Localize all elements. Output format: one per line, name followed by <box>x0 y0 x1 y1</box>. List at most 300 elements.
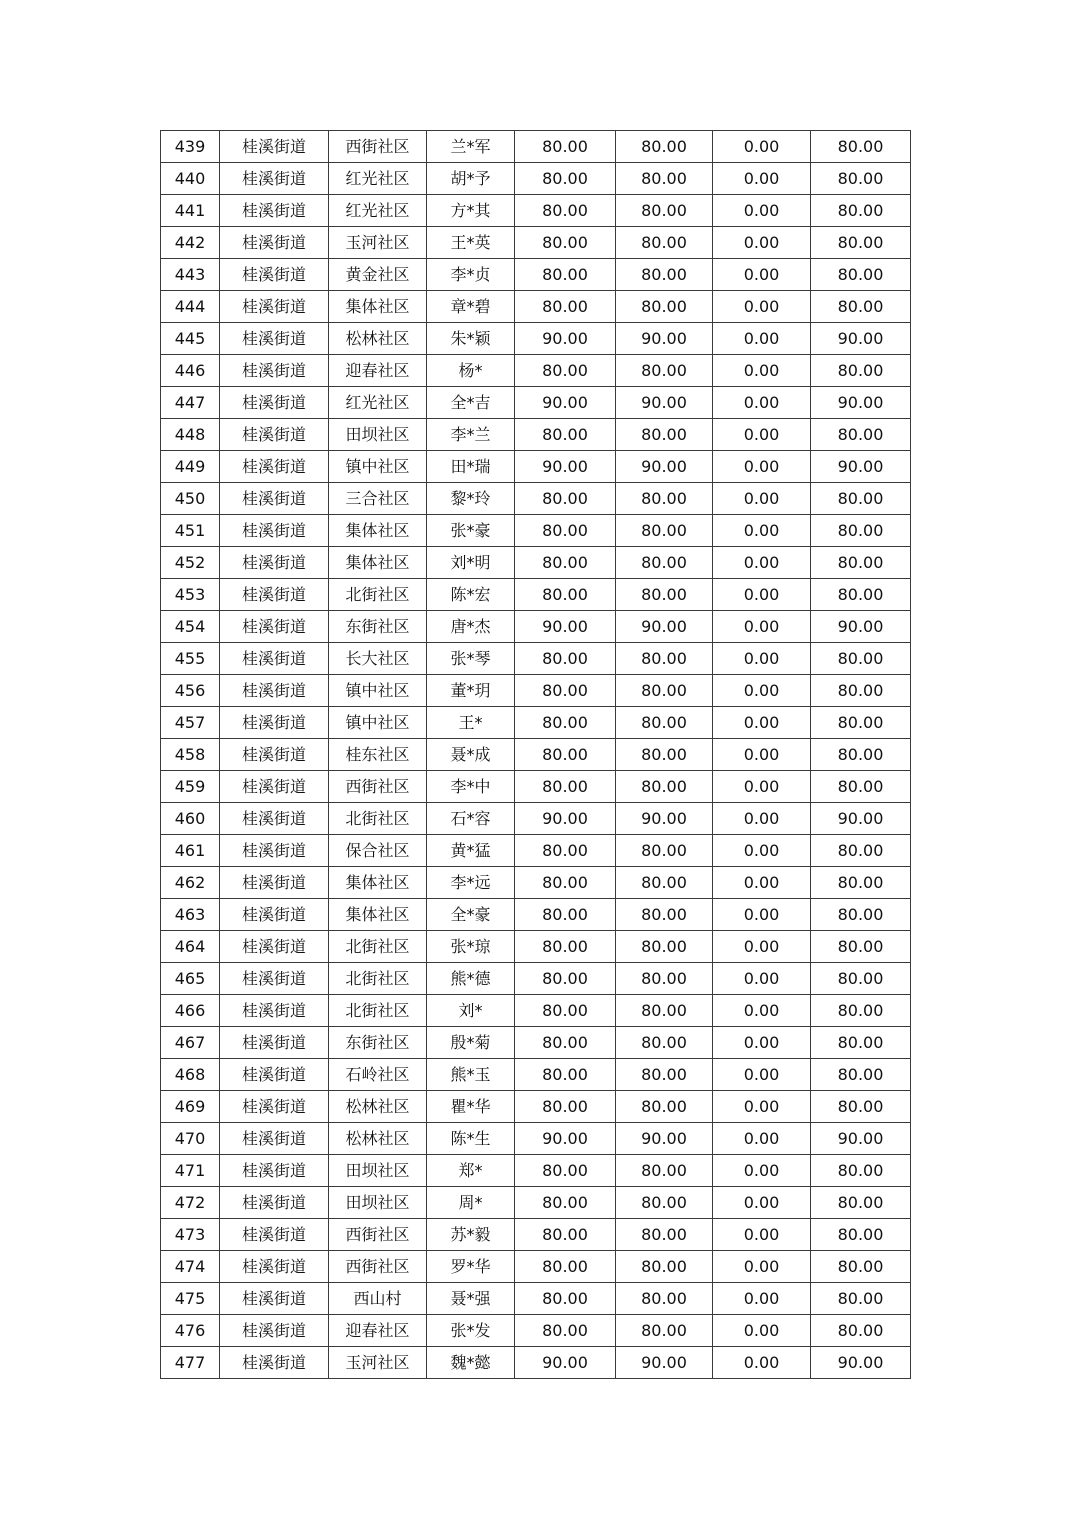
subdistrict-cell: 桂溪街道 <box>220 611 329 643</box>
subdistrict-cell: 桂溪街道 <box>220 931 329 963</box>
amount-cell: 80.00 <box>616 1059 713 1091</box>
amount-cell: 80.00 <box>515 707 616 739</box>
community-cell: 红光社区 <box>329 387 427 419</box>
amount-cell: 80.00 <box>811 227 911 259</box>
row-number-cell: 466 <box>161 995 220 1027</box>
table-body <box>161 131 911 1379</box>
subdistrict-cell: 桂溪街道 <box>220 483 329 515</box>
amount-cell: 80.00 <box>811 195 911 227</box>
amount-cell: 90.00 <box>811 1123 911 1155</box>
subdistrict-cell: 桂溪街道 <box>220 1155 329 1187</box>
amount-cell: 80.00 <box>811 131 911 163</box>
subdistrict-cell: 桂溪街道 <box>220 547 329 579</box>
name-cell: 王* <box>427 707 515 739</box>
community-cell: 松林社区 <box>329 323 427 355</box>
community-cell: 松林社区 <box>329 1123 427 1155</box>
amount-cell: 80.00 <box>811 355 911 387</box>
row-number-cell: 473 <box>161 1219 220 1251</box>
amount-cell: 80.00 <box>811 931 911 963</box>
name-cell: 瞿*华 <box>427 1091 515 1123</box>
amount-cell: 90.00 <box>616 1347 713 1379</box>
name-cell: 王*英 <box>427 227 515 259</box>
subdistrict-cell: 桂溪街道 <box>220 707 329 739</box>
row-number-cell: 459 <box>161 771 220 803</box>
amount-cell: 80.00 <box>616 867 713 899</box>
amount-cell: 90.00 <box>616 611 713 643</box>
amount-cell: 80.00 <box>515 963 616 995</box>
table-row <box>161 675 911 707</box>
amount-cell: 0.00 <box>713 131 811 163</box>
amount-cell: 90.00 <box>515 387 616 419</box>
subdistrict-cell: 桂溪街道 <box>220 963 329 995</box>
row-number-cell: 461 <box>161 835 220 867</box>
data-table <box>160 130 911 1379</box>
subdistrict-cell: 桂溪街道 <box>220 515 329 547</box>
row-number-cell: 453 <box>161 579 220 611</box>
amount-cell: 80.00 <box>616 771 713 803</box>
community-cell: 镇中社区 <box>329 675 427 707</box>
community-cell: 田坝社区 <box>329 419 427 451</box>
amount-cell: 80.00 <box>616 227 713 259</box>
community-cell: 镇中社区 <box>329 451 427 483</box>
amount-cell: 80.00 <box>811 547 911 579</box>
row-number-cell: 455 <box>161 643 220 675</box>
name-cell: 魏*懿 <box>427 1347 515 1379</box>
amount-cell: 80.00 <box>616 675 713 707</box>
community-cell: 镇中社区 <box>329 707 427 739</box>
amount-cell: 0.00 <box>713 323 811 355</box>
row-number-cell: 475 <box>161 1283 220 1315</box>
name-cell: 张*豪 <box>427 515 515 547</box>
name-cell: 董*玥 <box>427 675 515 707</box>
amount-cell: 90.00 <box>811 611 911 643</box>
community-cell: 北街社区 <box>329 995 427 1027</box>
subdistrict-cell: 桂溪街道 <box>220 355 329 387</box>
community-cell: 东街社区 <box>329 1027 427 1059</box>
amount-cell: 80.00 <box>811 771 911 803</box>
table-row <box>161 739 911 771</box>
subdistrict-cell: 桂溪街道 <box>220 227 329 259</box>
amount-cell: 0.00 <box>713 515 811 547</box>
row-number-cell: 465 <box>161 963 220 995</box>
subdistrict-cell: 桂溪街道 <box>220 291 329 323</box>
amount-cell: 0.00 <box>713 1187 811 1219</box>
amount-cell: 80.00 <box>515 1091 616 1123</box>
amount-cell: 80.00 <box>616 1219 713 1251</box>
community-cell: 北街社区 <box>329 963 427 995</box>
amount-cell: 80.00 <box>811 163 911 195</box>
amount-cell: 80.00 <box>515 419 616 451</box>
community-cell: 桂东社区 <box>329 739 427 771</box>
amount-cell: 0.00 <box>713 675 811 707</box>
amount-cell: 80.00 <box>811 1155 911 1187</box>
table-row <box>161 931 911 963</box>
subdistrict-cell: 桂溪街道 <box>220 1347 329 1379</box>
amount-cell: 80.00 <box>811 1283 911 1315</box>
amount-cell: 80.00 <box>616 419 713 451</box>
name-cell: 罗*华 <box>427 1251 515 1283</box>
subdistrict-cell: 桂溪街道 <box>220 899 329 931</box>
amount-cell: 80.00 <box>616 1251 713 1283</box>
name-cell: 胡*予 <box>427 163 515 195</box>
subdistrict-cell: 桂溪街道 <box>220 1187 329 1219</box>
amount-cell: 80.00 <box>616 1315 713 1347</box>
amount-cell: 80.00 <box>811 291 911 323</box>
table-row <box>161 803 911 835</box>
amount-cell: 90.00 <box>515 611 616 643</box>
name-cell: 陈*生 <box>427 1123 515 1155</box>
community-cell: 红光社区 <box>329 195 427 227</box>
amount-cell: 80.00 <box>811 707 911 739</box>
table-row <box>161 355 911 387</box>
amount-cell: 80.00 <box>616 1091 713 1123</box>
amount-cell: 90.00 <box>515 1123 616 1155</box>
amount-cell: 80.00 <box>515 195 616 227</box>
subdistrict-cell: 桂溪街道 <box>220 1315 329 1347</box>
amount-cell: 90.00 <box>616 803 713 835</box>
amount-cell: 80.00 <box>515 739 616 771</box>
subdistrict-cell: 桂溪街道 <box>220 259 329 291</box>
amount-cell: 90.00 <box>515 451 616 483</box>
amount-cell: 0.00 <box>713 291 811 323</box>
row-number-cell: 460 <box>161 803 220 835</box>
row-number-cell: 439 <box>161 131 220 163</box>
name-cell: 方*其 <box>427 195 515 227</box>
amount-cell: 80.00 <box>515 899 616 931</box>
amount-cell: 80.00 <box>515 771 616 803</box>
row-number-cell: 451 <box>161 515 220 547</box>
name-cell: 黎*玲 <box>427 483 515 515</box>
subdistrict-cell: 桂溪街道 <box>220 995 329 1027</box>
amount-cell: 0.00 <box>713 931 811 963</box>
amount-cell: 0.00 <box>713 547 811 579</box>
name-cell: 张*琴 <box>427 643 515 675</box>
amount-cell: 80.00 <box>616 547 713 579</box>
subdistrict-cell: 桂溪街道 <box>220 323 329 355</box>
row-number-cell: 454 <box>161 611 220 643</box>
amount-cell: 0.00 <box>713 419 811 451</box>
amount-cell: 0.00 <box>713 611 811 643</box>
row-number-cell: 457 <box>161 707 220 739</box>
amount-cell: 80.00 <box>515 931 616 963</box>
row-number-cell: 462 <box>161 867 220 899</box>
row-number-cell: 467 <box>161 1027 220 1059</box>
name-cell: 熊*玉 <box>427 1059 515 1091</box>
amount-cell: 0.00 <box>713 1027 811 1059</box>
amount-cell: 90.00 <box>811 387 911 419</box>
row-number-cell: 441 <box>161 195 220 227</box>
subdistrict-cell: 桂溪街道 <box>220 1219 329 1251</box>
table-row <box>161 259 911 291</box>
amount-cell: 80.00 <box>616 259 713 291</box>
amount-cell: 0.00 <box>713 771 811 803</box>
table-row <box>161 899 911 931</box>
amount-cell: 80.00 <box>515 131 616 163</box>
subdistrict-cell: 桂溪街道 <box>220 675 329 707</box>
name-cell: 殷*菊 <box>427 1027 515 1059</box>
subdistrict-cell: 桂溪街道 <box>220 803 329 835</box>
amount-cell: 0.00 <box>713 195 811 227</box>
amount-cell: 90.00 <box>616 387 713 419</box>
subdistrict-cell: 桂溪街道 <box>220 1123 329 1155</box>
subdistrict-cell: 桂溪街道 <box>220 195 329 227</box>
amount-cell: 0.00 <box>713 387 811 419</box>
community-cell: 集体社区 <box>329 547 427 579</box>
community-cell: 北街社区 <box>329 803 427 835</box>
amount-cell: 90.00 <box>616 451 713 483</box>
amount-cell: 80.00 <box>811 1059 911 1091</box>
amount-cell: 80.00 <box>616 291 713 323</box>
row-number-cell: 468 <box>161 1059 220 1091</box>
row-number-cell: 442 <box>161 227 220 259</box>
community-cell: 西街社区 <box>329 771 427 803</box>
amount-cell: 80.00 <box>616 643 713 675</box>
amount-cell: 80.00 <box>811 963 911 995</box>
name-cell: 陈*宏 <box>427 579 515 611</box>
table-row <box>161 1251 911 1283</box>
subdistrict-cell: 桂溪街道 <box>220 1091 329 1123</box>
amount-cell: 80.00 <box>616 1027 713 1059</box>
table-row <box>161 547 911 579</box>
amount-cell: 0.00 <box>713 355 811 387</box>
table-row <box>161 1123 911 1155</box>
name-cell: 熊*德 <box>427 963 515 995</box>
subdistrict-cell: 桂溪街道 <box>220 835 329 867</box>
amount-cell: 80.00 <box>515 163 616 195</box>
community-cell: 田坝社区 <box>329 1155 427 1187</box>
community-cell: 集体社区 <box>329 899 427 931</box>
row-number-cell: 450 <box>161 483 220 515</box>
amount-cell: 80.00 <box>515 483 616 515</box>
amount-cell: 90.00 <box>811 323 911 355</box>
community-cell: 迎春社区 <box>329 355 427 387</box>
amount-cell: 80.00 <box>811 835 911 867</box>
amount-cell: 90.00 <box>811 1347 911 1379</box>
amount-cell: 80.00 <box>515 579 616 611</box>
row-number-cell: 472 <box>161 1187 220 1219</box>
name-cell: 杨* <box>427 355 515 387</box>
amount-cell: 90.00 <box>515 1347 616 1379</box>
subdistrict-cell: 桂溪街道 <box>220 771 329 803</box>
amount-cell: 90.00 <box>515 803 616 835</box>
amount-cell: 0.00 <box>713 995 811 1027</box>
community-cell: 集体社区 <box>329 515 427 547</box>
amount-cell: 80.00 <box>616 1187 713 1219</box>
amount-cell: 0.00 <box>713 867 811 899</box>
amount-cell: 80.00 <box>811 995 911 1027</box>
amount-cell: 0.00 <box>713 1123 811 1155</box>
table-row <box>161 515 911 547</box>
row-number-cell: 452 <box>161 547 220 579</box>
row-number-cell: 456 <box>161 675 220 707</box>
subdistrict-cell: 桂溪街道 <box>220 579 329 611</box>
name-cell: 全*豪 <box>427 899 515 931</box>
table-row <box>161 1155 911 1187</box>
amount-cell: 0.00 <box>713 1059 811 1091</box>
community-cell: 松林社区 <box>329 1091 427 1123</box>
amount-cell: 80.00 <box>515 1219 616 1251</box>
amount-cell: 80.00 <box>811 643 911 675</box>
table-row <box>161 707 911 739</box>
amount-cell: 90.00 <box>616 323 713 355</box>
amount-cell: 80.00 <box>515 1027 616 1059</box>
name-cell: 张*琼 <box>427 931 515 963</box>
table-row <box>161 1059 911 1091</box>
community-cell: 北街社区 <box>329 931 427 963</box>
amount-cell: 0.00 <box>713 1155 811 1187</box>
amount-cell: 80.00 <box>811 675 911 707</box>
community-cell: 西街社区 <box>329 131 427 163</box>
community-cell: 玉河社区 <box>329 1347 427 1379</box>
amount-cell: 80.00 <box>811 1187 911 1219</box>
name-cell: 周* <box>427 1187 515 1219</box>
community-cell: 东街社区 <box>329 611 427 643</box>
row-number-cell: 445 <box>161 323 220 355</box>
table-row <box>161 771 911 803</box>
table-row <box>161 195 911 227</box>
amount-cell: 0.00 <box>713 803 811 835</box>
name-cell: 朱*颖 <box>427 323 515 355</box>
name-cell: 聂*强 <box>427 1283 515 1315</box>
amount-cell: 80.00 <box>811 1219 911 1251</box>
amount-cell: 80.00 <box>616 195 713 227</box>
table-row <box>161 419 911 451</box>
row-number-cell: 471 <box>161 1155 220 1187</box>
community-cell: 保合社区 <box>329 835 427 867</box>
name-cell: 李*远 <box>427 867 515 899</box>
subdistrict-cell: 桂溪街道 <box>220 131 329 163</box>
row-number-cell: 447 <box>161 387 220 419</box>
row-number-cell: 458 <box>161 739 220 771</box>
amount-cell: 0.00 <box>713 835 811 867</box>
amount-cell: 0.00 <box>713 1315 811 1347</box>
name-cell: 全*吉 <box>427 387 515 419</box>
table-row <box>161 1219 911 1251</box>
amount-cell: 80.00 <box>515 995 616 1027</box>
amount-cell: 0.00 <box>713 899 811 931</box>
amount-cell: 80.00 <box>616 899 713 931</box>
subdistrict-cell: 桂溪街道 <box>220 163 329 195</box>
amount-cell: 80.00 <box>616 1155 713 1187</box>
table-row <box>161 323 911 355</box>
name-cell: 李*贞 <box>427 259 515 291</box>
row-number-cell: 444 <box>161 291 220 323</box>
amount-cell: 80.00 <box>515 227 616 259</box>
amount-cell: 0.00 <box>713 579 811 611</box>
amount-cell: 80.00 <box>515 1283 616 1315</box>
amount-cell: 80.00 <box>515 291 616 323</box>
amount-cell: 80.00 <box>515 867 616 899</box>
amount-cell: 80.00 <box>616 963 713 995</box>
amount-cell: 80.00 <box>515 1315 616 1347</box>
amount-cell: 0.00 <box>713 963 811 995</box>
amount-cell: 80.00 <box>616 995 713 1027</box>
amount-cell: 80.00 <box>515 547 616 579</box>
amount-cell: 80.00 <box>616 931 713 963</box>
community-cell: 三合社区 <box>329 483 427 515</box>
amount-cell: 0.00 <box>713 259 811 291</box>
amount-cell: 80.00 <box>616 131 713 163</box>
community-cell: 集体社区 <box>329 867 427 899</box>
amount-cell: 80.00 <box>515 1059 616 1091</box>
amount-cell: 0.00 <box>713 643 811 675</box>
subdistrict-cell: 桂溪街道 <box>220 387 329 419</box>
amount-cell: 0.00 <box>713 739 811 771</box>
row-number-cell: 469 <box>161 1091 220 1123</box>
amount-cell: 80.00 <box>811 579 911 611</box>
community-cell: 田坝社区 <box>329 1187 427 1219</box>
amount-cell: 80.00 <box>811 515 911 547</box>
name-cell: 李*兰 <box>427 419 515 451</box>
community-cell: 长大社区 <box>329 643 427 675</box>
name-cell: 黄*猛 <box>427 835 515 867</box>
table-row <box>161 1315 911 1347</box>
amount-cell: 90.00 <box>515 323 616 355</box>
amount-cell: 80.00 <box>616 515 713 547</box>
amount-cell: 80.00 <box>811 1091 911 1123</box>
name-cell: 章*碧 <box>427 291 515 323</box>
table-row <box>161 483 911 515</box>
subdistrict-cell: 桂溪街道 <box>220 1027 329 1059</box>
row-number-cell: 477 <box>161 1347 220 1379</box>
amount-cell: 90.00 <box>811 451 911 483</box>
amount-cell: 80.00 <box>616 707 713 739</box>
amount-cell: 80.00 <box>515 1251 616 1283</box>
amount-cell: 80.00 <box>811 1251 911 1283</box>
table-row <box>161 227 911 259</box>
amount-cell: 80.00 <box>515 259 616 291</box>
amount-cell: 0.00 <box>713 1283 811 1315</box>
subdistrict-cell: 桂溪街道 <box>220 1059 329 1091</box>
subdistrict-cell: 桂溪街道 <box>220 419 329 451</box>
amount-cell: 0.00 <box>713 1251 811 1283</box>
amount-cell: 80.00 <box>616 579 713 611</box>
table-row <box>161 451 911 483</box>
community-cell: 玉河社区 <box>329 227 427 259</box>
table-row <box>161 611 911 643</box>
amount-cell: 80.00 <box>515 835 616 867</box>
row-number-cell: 476 <box>161 1315 220 1347</box>
community-cell: 西街社区 <box>329 1251 427 1283</box>
amount-cell: 80.00 <box>616 739 713 771</box>
table-row <box>161 1187 911 1219</box>
amount-cell: 80.00 <box>515 355 616 387</box>
row-number-cell: 463 <box>161 899 220 931</box>
subdistrict-cell: 桂溪街道 <box>220 739 329 771</box>
table-row <box>161 835 911 867</box>
table-row <box>161 963 911 995</box>
subdistrict-cell: 桂溪街道 <box>220 643 329 675</box>
row-number-cell: 464 <box>161 931 220 963</box>
amount-cell: 0.00 <box>713 707 811 739</box>
community-cell: 西山村 <box>329 1283 427 1315</box>
table-row <box>161 1027 911 1059</box>
community-cell: 北街社区 <box>329 579 427 611</box>
row-number-cell: 449 <box>161 451 220 483</box>
amount-cell: 80.00 <box>811 1315 911 1347</box>
amount-cell: 80.00 <box>515 515 616 547</box>
amount-cell: 0.00 <box>713 1091 811 1123</box>
table-row <box>161 131 911 163</box>
amount-cell: 80.00 <box>515 1187 616 1219</box>
amount-cell: 0.00 <box>713 1347 811 1379</box>
subdistrict-cell: 桂溪街道 <box>220 451 329 483</box>
name-cell: 兰*军 <box>427 131 515 163</box>
table-row <box>161 579 911 611</box>
table-row <box>161 1347 911 1379</box>
community-cell: 集体社区 <box>329 291 427 323</box>
amount-cell: 0.00 <box>713 483 811 515</box>
